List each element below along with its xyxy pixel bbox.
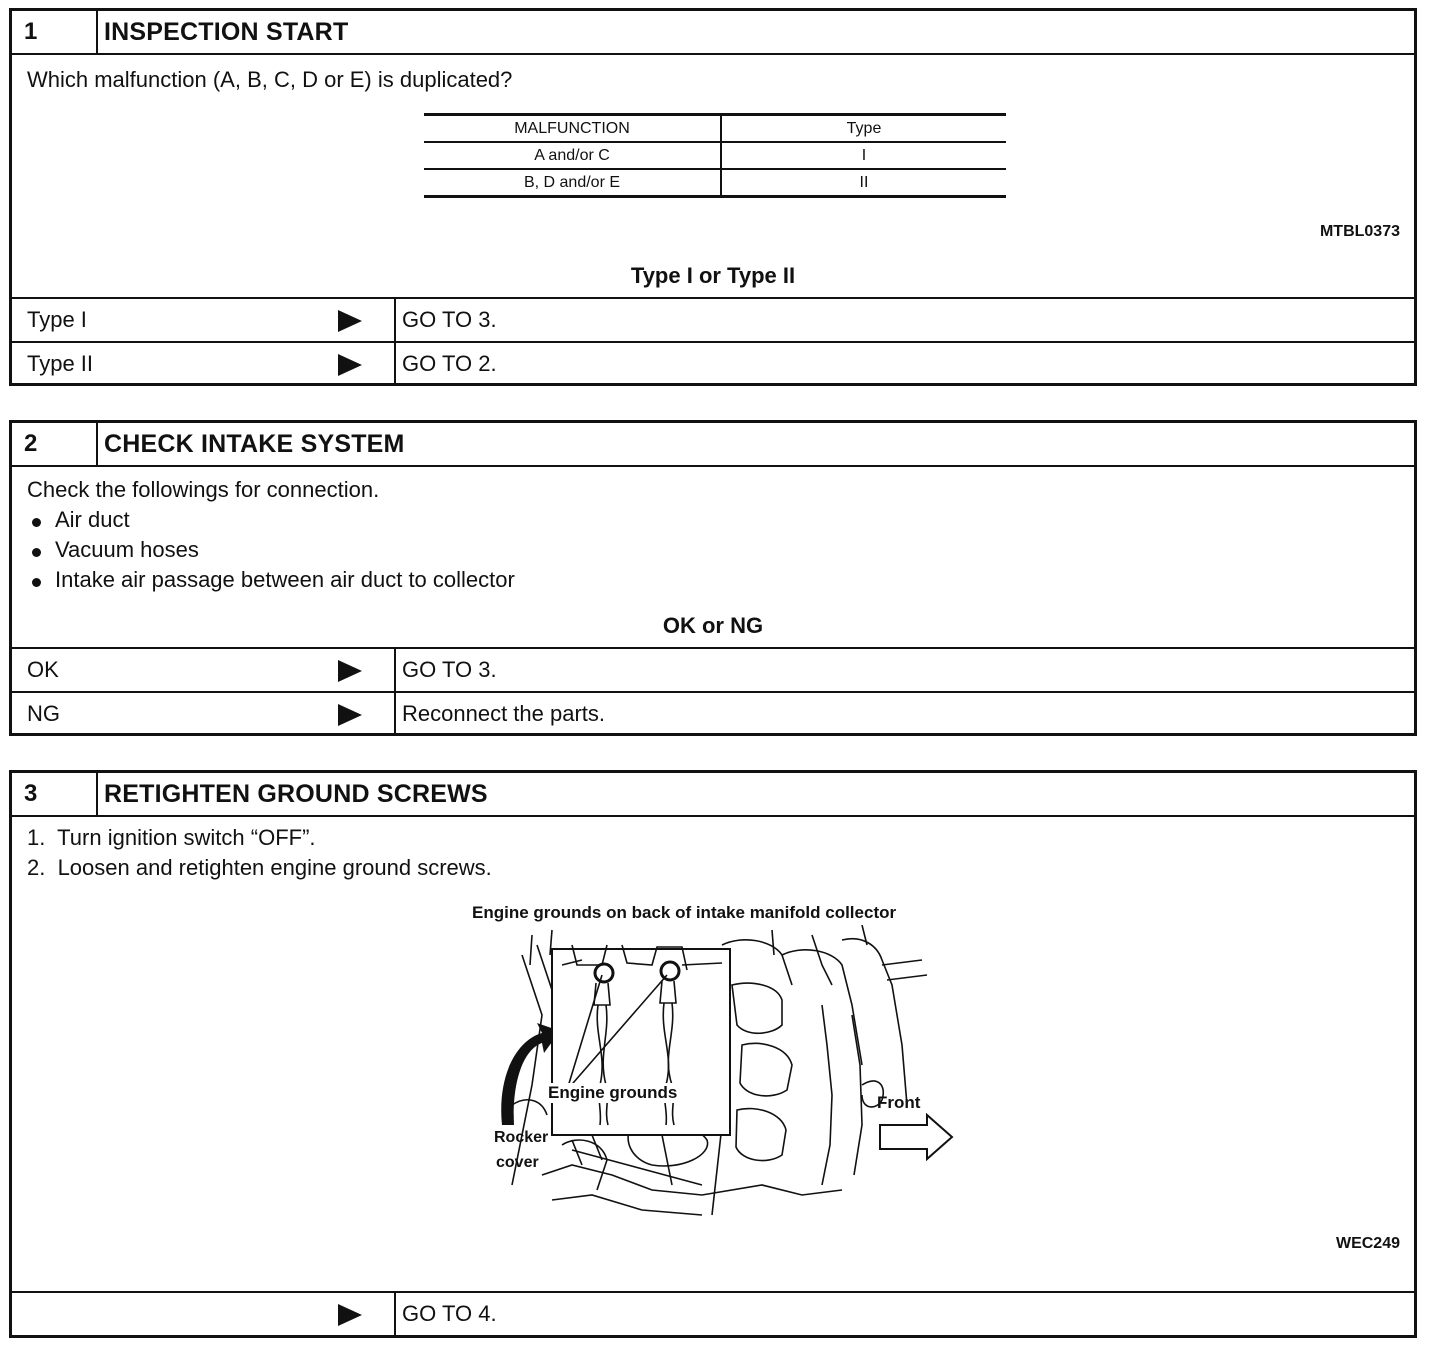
result-row xyxy=(12,647,1414,691)
result-action: Reconnect the parts. xyxy=(402,701,606,726)
step-number: 1 xyxy=(12,11,98,53)
result-row xyxy=(12,341,1414,385)
engine-ground-illustration xyxy=(482,925,962,1225)
table-row xyxy=(424,142,1006,169)
table-cell: II xyxy=(859,173,869,191)
step-2-box xyxy=(9,420,1417,736)
bullet-icon xyxy=(32,518,41,527)
step-2-body xyxy=(12,467,1414,735)
result-label: Type II xyxy=(27,351,94,376)
step-title: CHECK INTAKE SYSTEM xyxy=(104,430,405,458)
step-question: Which malfunction (A, B, C, D or E) is duplicated? xyxy=(27,67,513,92)
step-number: 2 xyxy=(12,423,98,465)
table-row xyxy=(424,169,1006,197)
step-1-box xyxy=(9,8,1417,386)
step-3-box xyxy=(9,770,1417,1338)
table-cell: B, D and/or E xyxy=(424,169,721,197)
step-intro: Check the followings for connection. xyxy=(27,477,380,502)
result-action: GO TO 3. xyxy=(402,307,497,332)
result-action: GO TO 4. xyxy=(402,1301,497,1326)
arrow-right-icon xyxy=(338,704,362,726)
result-label: OK xyxy=(27,657,59,682)
table-header-row xyxy=(424,115,1006,143)
table-header-cell: Type xyxy=(846,119,882,137)
bullet-icon xyxy=(32,548,41,557)
step-title: INSPECTION START xyxy=(104,18,349,46)
bullet-item: Intake air passage between air duct to collector xyxy=(55,567,515,592)
front-label: Front xyxy=(877,1093,921,1112)
step-3-header xyxy=(12,773,1414,817)
result-row xyxy=(12,1291,1414,1335)
result-action: GO TO 3. xyxy=(402,657,497,682)
step-3-body xyxy=(12,817,1414,1337)
bullet-item: Air duct xyxy=(55,507,130,532)
step-1-header xyxy=(12,11,1414,55)
result-action: GO TO 2. xyxy=(402,351,497,376)
step-number: 3 xyxy=(12,773,98,815)
table-cell: A and/or C xyxy=(424,142,721,169)
arrow-right-icon xyxy=(338,310,362,332)
bullet-item: Vacuum hoses xyxy=(55,537,199,562)
malfunction-table xyxy=(424,113,1006,198)
figure-caption: Engine grounds on back of intake manifold collector xyxy=(472,903,897,922)
decision-label: OK or NG xyxy=(662,613,764,638)
decision-label: Type I or Type II xyxy=(630,263,796,288)
instruction-step: 2. Loosen and retighten engine ground screws. xyxy=(27,855,492,880)
arrow-right-icon xyxy=(338,354,362,376)
result-row xyxy=(12,297,1414,341)
result-label: NG xyxy=(27,701,60,726)
step-2-header xyxy=(12,423,1414,467)
engine-grounds-label: Engine grounds xyxy=(548,1083,678,1102)
instruction-step: 1. Turn ignition switch “OFF”. xyxy=(27,825,316,850)
rocker-cover-label: cover xyxy=(496,1154,539,1171)
arrow-right-icon xyxy=(338,1304,362,1326)
rocker-cover-label: Rocker xyxy=(494,1129,549,1146)
bullet-icon xyxy=(32,578,41,587)
figure-code: MTBL0373 xyxy=(1319,223,1400,240)
figure-code: WEC249 xyxy=(1335,1235,1400,1252)
step-1-body xyxy=(12,55,1414,385)
table-header-cell: MALFUNCTION xyxy=(424,115,721,143)
result-label: Type I xyxy=(27,307,87,332)
step-title: RETIGHTEN GROUND SCREWS xyxy=(104,780,488,808)
result-row xyxy=(12,691,1414,735)
arrow-right-icon xyxy=(338,660,362,682)
table-cell: I xyxy=(861,146,867,164)
